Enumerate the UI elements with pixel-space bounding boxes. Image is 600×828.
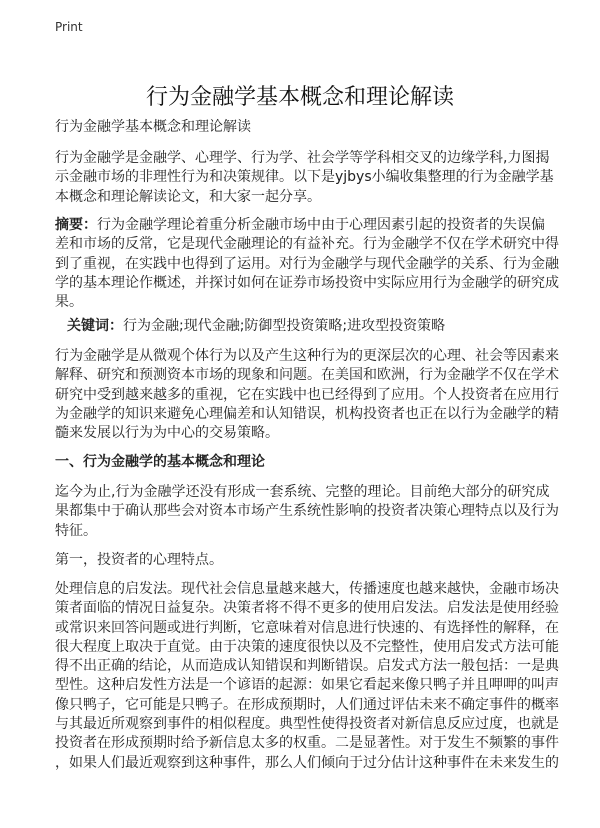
paragraph-4 [55, 580, 559, 773]
text-line: ，如果人们最近观察到这种事件，那么人们倾向于过分估计这种事件在未来发生的 [55, 754, 559, 771]
abstract-rest [55, 235, 559, 312]
paragraph-2 [55, 347, 559, 443]
abstract-line: 行为金融学理论着重分析金融市场中由于心理因素引起的投资者的失误偏 [97, 217, 545, 233]
text-line: 特征。 [55, 522, 97, 539]
keywords-label: 关键词： [67, 318, 123, 334]
text-line: 髓来发展以行为为中心的交易策略。 [55, 425, 279, 442]
point-1: 第一，投资者的心理特点。 [55, 552, 223, 568]
abstract-paragraph [55, 216, 559, 312]
text-line: 研究中受到越来越多的重视，它在实践中也已经得到了应用。个人投资者在应用行 [55, 386, 559, 403]
print-label[interactable]: Print [55, 20, 83, 34]
text-line: 解释、研究和预测资本市场的现象和问题。在美国和欧洲，行为金融学不仅在学术 [55, 367, 559, 384]
text-line: 型性。这种启发性方法是一个谚语的起源：如果它看起来像只鸭子并且呷呷的叫声 [55, 677, 559, 694]
text-line: 很大程度上取决于直觉。由于决策的速度很快以及不完整性，使用启发式方法可能 [55, 638, 559, 655]
text-line: 行为金融学是金融学、心理学、行为学、社会学等学科相交叉的边缘学科,力图揭 [55, 150, 550, 166]
text-line: 为金融学的知识来避免心理偏差和认知错误，机构投资者也正在以行为金融学的精 [55, 405, 559, 422]
text-line: 本概念和理论解读论文，和大家一起分享。 [55, 188, 321, 205]
text-line: 差和市场的反常，它是现代金融理论的有益补充。行为金融学不仅在学术研究中得 [55, 236, 559, 253]
paragraph-3 [55, 483, 559, 541]
subtitle: 行为金融学基本概念和理论解读 [55, 119, 251, 135]
text-line: 与其最近所观察到事件的相似程度。典型性使得投资者对新信息反应过度，也就是 [55, 716, 559, 733]
page-title: 行为金融学基本概念和理论解读 [145, 85, 454, 110]
text-line: 得不出正确的结论，从而造成认知错误和判断错误。启发式方法一般包括：一是典 [55, 658, 559, 675]
section-heading: 一、行为金融学的基本概念和理论 [55, 454, 265, 470]
keywords-line [67, 317, 567, 336]
text-line: 行为金融学是从微观个体行为以及产生这种行为的更深层次的心理、社会等因素来 [55, 348, 559, 364]
text-line: 学的基本理论作概述，并探讨如何在证券市场投资中实际应用行为金融学的研究成 [55, 274, 559, 291]
abstract-label: 摘要： [55, 217, 97, 233]
text-line: 果。 [55, 294, 83, 311]
text-line: 果都集中于确认那些会对资本市场产生系统性影响的投资者决策心理特点以及行为 [55, 503, 559, 520]
text-line: 或常识来回答问题或进行判断，它意味着对信息进行快速的、有选择性的解释，在 [55, 619, 559, 636]
intro-paragraph [55, 149, 555, 207]
keywords: 行为金融;现代金融;防御型投资策略;进攻型投资策略 [123, 318, 446, 334]
text-line: 策者面临的情况日益复杂。决策者将不得不更多的使用启发法。启发法是使用经验 [55, 600, 559, 617]
text-line: 像只鸭子，它可能是只鸭子。在形成预期时，人们通过评估未来不确定事件的概率 [55, 696, 559, 713]
text-line: 示金融市场的非理性行为和决策规律。以下是yjbys小编收集整理的行为金融学基 [55, 169, 554, 186]
text-line: 处理信息的启发法。现代社会信息量越来越大，传播速度也越来越快，金融市场决 [55, 581, 559, 597]
text-line: 迄今为止,行为金融学还没有形成一套系统、完整的理论。目前绝大部分的研究成 [55, 484, 550, 500]
text-line: 到了重视，在实践中也得到了运用。对行为金融学与现代金融学的关系、行为金融 [55, 255, 559, 272]
text-line: 投资者在形成预期时给予新信息太多的权重。二是显著性。对于发生不频繁的事件 [55, 735, 559, 752]
